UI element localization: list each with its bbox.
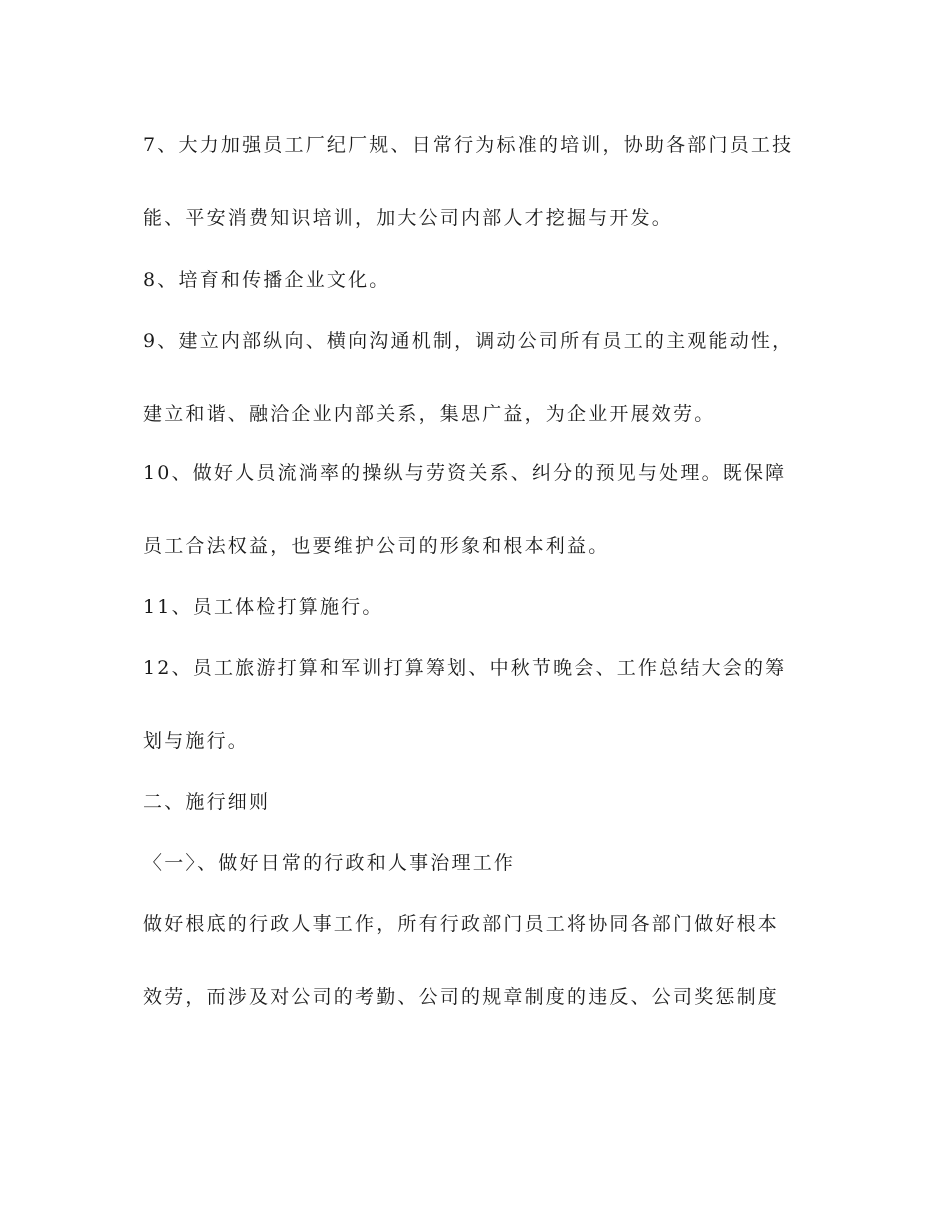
paragraph-7-line-2: 能、平安消费知识培训，加大公司内部人才挖掘与开发。 xyxy=(143,207,674,229)
paragraph-10-line-2: 员工合法权益，也要维护公司的形象和根本利益。 xyxy=(143,535,610,557)
section-heading: 二、施行细则 xyxy=(143,791,271,813)
paragraph-7-line-1: 7、大力加强员工厂纪厂规、日常行为标准的培训，协助各部门员工技 xyxy=(143,134,794,156)
paragraph-12-line-1: 12、员工旅游打算和军训打算筹划、中秋节晚会、工作总结大会的筹 xyxy=(143,657,787,679)
paragraph-11: 11、员工体检打算施行。 xyxy=(143,596,384,618)
body-paragraph-line-2: 效劳，而涉及对公司的考勤、公司的规章制度的违反、公司奖惩制度 xyxy=(143,986,780,1008)
paragraph-12-line-2: 划与施行。 xyxy=(143,730,250,752)
paragraph-9-line-1: 9、建立内部纵向、横向沟通机制，调动公司所有员工的主观能动性， xyxy=(143,330,794,352)
body-paragraph-line-1: 做好根底的行政人事工作，所有行政部门员工将协同各部门做好根本 xyxy=(143,913,780,935)
paragraph-9-line-2: 建立和谐、融洽企业内部关系，集思广益，为企业开展效劳。 xyxy=(143,403,716,425)
paragraph-10-line-1: 10、做好人员流淌率的操纵与劳资关系、纠分的预见与处理。既保障 xyxy=(143,462,787,484)
subsection-heading: 〈一〉、做好日常的行政和人事治理工作 xyxy=(143,852,516,874)
paragraph-8: 8、培育和传播企业文化。 xyxy=(143,269,391,291)
